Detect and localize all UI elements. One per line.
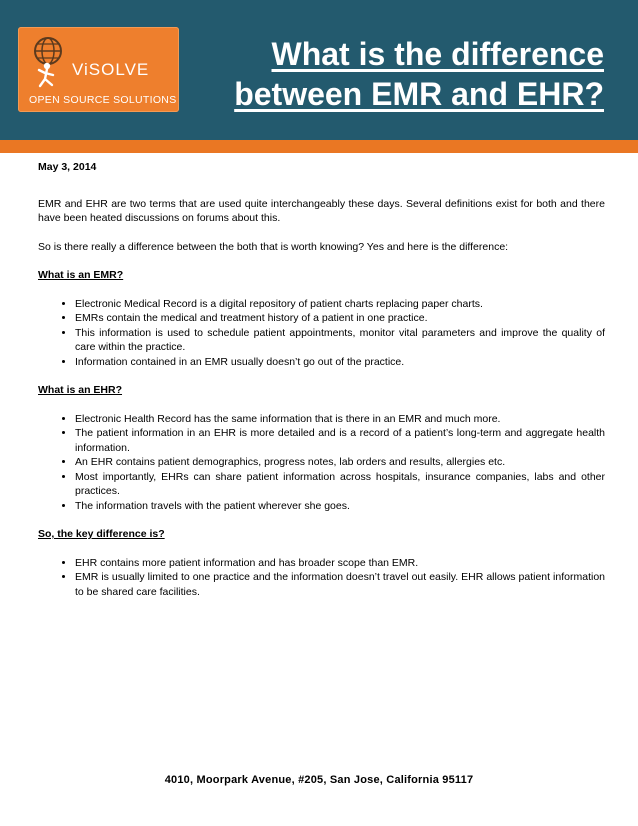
list-item: • Most importantly, EHRs can share patient information across hospitals, insurance companies, labs and other practices. [75,470,605,499]
list-item: • An EHR contains patient demographics, progress notes, lab orders and results, allergies etc. [75,455,605,470]
footer-address: 4010, Moorpark Avenue, #205, San Jose, California 95117 [164,774,474,786]
list-item: • The information travels with the patient wherever she goes. [75,499,605,514]
visolve-logo [18,27,179,112]
list-item: • Electronic Health Record has the same information that is there in an EMR and much more. [75,412,605,427]
intro-paragraph: EMR and EHR are two terms that are used quite interchangeably these days. Several definitions exist for both and there have been heated discussions on forums about this. [38,197,605,224]
ehr-bullet-list [38,412,605,514]
page-title: What is the difference between EMR and EHR? [234,36,604,112]
list-item: • EHR contains more patient information and has broader scope than EMR. [75,556,605,571]
intro-paragraph: So is there really a difference between the both that is worth knowing? Yes and here is the difference: [38,240,509,253]
section-heading-key-difference: So, the key difference is? [38,528,165,540]
orange-divider [0,140,638,153]
logo-name: ViSOLVE [72,60,150,79]
list-item: • Electronic Medical Record is a digital repository of patient charts replacing paper charts. [75,297,605,312]
document-body [38,160,605,613]
logo-tagline: OPEN SOURCE SOLUTIONS [29,94,177,106]
publish-date: May 3, 2014 [38,161,97,173]
list-item: • This information is used to schedule patient appointments, monitor vital parameters and improve the quality of care within the practice. [75,326,605,355]
section-heading-ehr: What is an EHR? [38,384,123,396]
globe-figure-icon [28,33,68,89]
list-item: • EMR is usually limited to one practice and the information doesn’t travel out easily. EHR allows patient information to be shared care facilities. [75,570,605,599]
section-heading-emr: What is an EMR? [38,269,124,281]
page-header [0,0,638,140]
key-difference-bullet-list [38,556,605,600]
list-item: • Information contained in an EMR usually doesn’t go out of the practice. [75,355,605,370]
emr-bullet-list [38,297,605,370]
list-item: • EMRs contain the medical and treatment history of a patient in one practice. [75,311,605,326]
list-item: • The patient information in an EHR is more detailed and is a record of a patient’s long-term and aggregate health information. [75,426,605,455]
